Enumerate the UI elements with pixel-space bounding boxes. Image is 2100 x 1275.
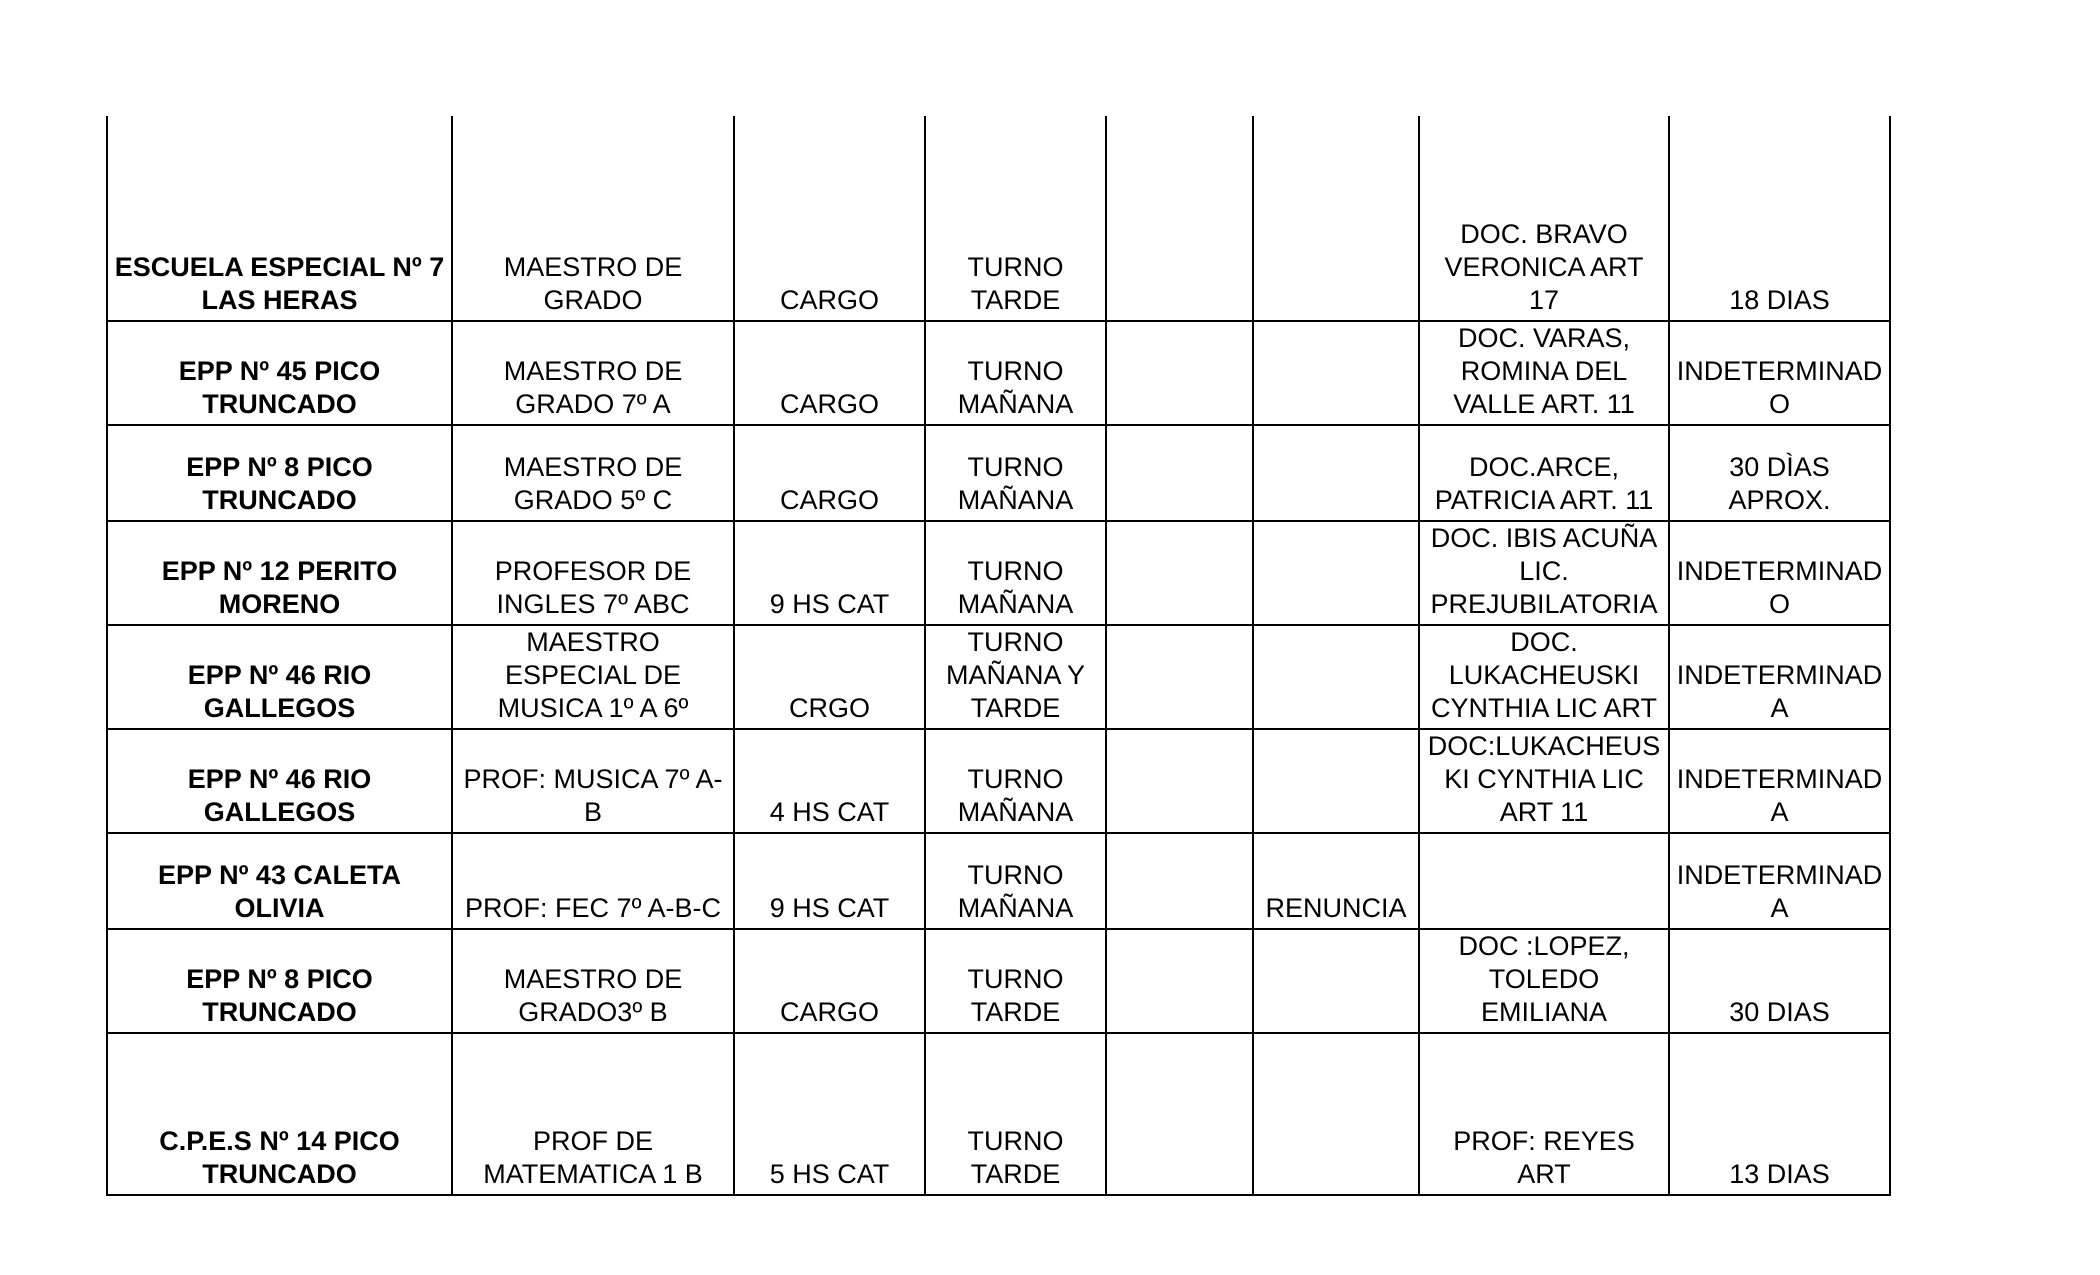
cell-type: 5 HS CAT bbox=[734, 1033, 925, 1195]
cell-position: PROF DE MATEMATICA 1 B bbox=[452, 1033, 734, 1195]
cell-type: CARGO bbox=[734, 425, 925, 521]
cell-shift: TURNO MAÑANA bbox=[925, 321, 1106, 425]
cell-shift: TURNO MAÑANA Y TARDE bbox=[925, 625, 1106, 729]
cell-position: PROFESOR DE INGLES 7º ABC bbox=[452, 521, 734, 625]
cell-type: 4 HS CAT bbox=[734, 729, 925, 833]
cell-col5 bbox=[1106, 729, 1253, 833]
cell-shift: TURNO TARDE bbox=[925, 929, 1106, 1033]
cell-duration: INDETERMINAD O bbox=[1669, 521, 1890, 625]
cell-shift: TURNO MAÑANA bbox=[925, 729, 1106, 833]
cell-col6 bbox=[1253, 625, 1419, 729]
cell-duration: INDETERMINAD A bbox=[1669, 625, 1890, 729]
cell-duration: 30 DÌAS APROX. bbox=[1669, 425, 1890, 521]
cell-replaces: DOC.ARCE, PATRICIA ART. 11 bbox=[1419, 425, 1669, 521]
cell-type: CARGO bbox=[734, 321, 925, 425]
table-row bbox=[107, 521, 1890, 625]
cell-type: CRGO bbox=[734, 625, 925, 729]
cell-school: EPP Nº 43 CALETA OLIVIA bbox=[107, 833, 452, 929]
table-body bbox=[107, 116, 1890, 1195]
cell-shift: TURNO MAÑANA bbox=[925, 425, 1106, 521]
vacancy-table bbox=[106, 116, 1891, 1196]
cell-type: CARGO bbox=[734, 116, 925, 321]
cell-col5 bbox=[1106, 833, 1253, 929]
cell-position: PROF: FEC 7º A-B-C bbox=[452, 833, 734, 929]
cell-col6 bbox=[1253, 321, 1419, 425]
cell-col6 bbox=[1253, 521, 1419, 625]
cell-col5 bbox=[1106, 321, 1253, 425]
cell-replaces: DOC. VARAS, ROMINA DEL VALLE ART. 11 bbox=[1419, 321, 1669, 425]
cell-replaces: DOC. BRAVO VERONICA ART 17 bbox=[1419, 116, 1669, 321]
cell-position: MAESTRO DE GRADO 5º C bbox=[452, 425, 734, 521]
cell-school: EPP Nº 12 PERITO MORENO bbox=[107, 521, 452, 625]
cell-school: EPP Nº 45 PICO TRUNCADO bbox=[107, 321, 452, 425]
cell-position: MAESTRO DE GRADO 7º A bbox=[452, 321, 734, 425]
cell-school: EPP Nº 46 RIO GALLEGOS bbox=[107, 625, 452, 729]
cell-replaces: PROF: REYES ART bbox=[1419, 1033, 1669, 1195]
cell-position: PROF: MUSICA 7º A- B bbox=[452, 729, 734, 833]
cell-col6 bbox=[1253, 1033, 1419, 1195]
cell-shift: TURNO TARDE bbox=[925, 1033, 1106, 1195]
cell-position: MAESTRO DE GRADO bbox=[452, 116, 734, 321]
cell-col5 bbox=[1106, 521, 1253, 625]
table-row bbox=[107, 625, 1890, 729]
cell-school: EPP Nº 8 PICO TRUNCADO bbox=[107, 425, 452, 521]
table-row bbox=[107, 729, 1890, 833]
cell-shift: TURNO MAÑANA bbox=[925, 833, 1106, 929]
table-row bbox=[107, 116, 1890, 321]
cell-col5 bbox=[1106, 625, 1253, 729]
cell-col5 bbox=[1106, 116, 1253, 321]
cell-duration: INDETERMINAD A bbox=[1669, 833, 1890, 929]
table-row bbox=[107, 929, 1890, 1033]
cell-type: 9 HS CAT bbox=[734, 521, 925, 625]
cell-duration: 30 DIAS bbox=[1669, 929, 1890, 1033]
cell-duration: INDETERMINAD O bbox=[1669, 321, 1890, 425]
cell-replaces bbox=[1419, 833, 1669, 929]
cell-col6 bbox=[1253, 425, 1419, 521]
cell-school: C.P.E.S Nº 14 PICO TRUNCADO bbox=[107, 1033, 452, 1195]
cell-school: ESCUELA ESPECIAL Nº 7 LAS HERAS bbox=[107, 116, 452, 321]
cell-col5 bbox=[1106, 425, 1253, 521]
cell-type: 9 HS CAT bbox=[734, 833, 925, 929]
table-row bbox=[107, 321, 1890, 425]
table-row bbox=[107, 1033, 1890, 1195]
cell-type: CARGO bbox=[734, 929, 925, 1033]
cell-replaces: DOC :LOPEZ, TOLEDO EMILIANA bbox=[1419, 929, 1669, 1033]
cell-replaces: DOC:LUKACHEUS KI CYNTHIA LIC ART 11 bbox=[1419, 729, 1669, 833]
cell-col6 bbox=[1253, 116, 1419, 321]
cell-replaces: DOC. LUKACHEUSKI CYNTHIA LIC ART bbox=[1419, 625, 1669, 729]
cell-duration: INDETERMINAD A bbox=[1669, 729, 1890, 833]
cell-school: EPP Nº 46 RIO GALLEGOS bbox=[107, 729, 452, 833]
cell-col6 bbox=[1253, 729, 1419, 833]
table-row bbox=[107, 425, 1890, 521]
cell-col5 bbox=[1106, 929, 1253, 1033]
cell-duration: 13 DIAS bbox=[1669, 1033, 1890, 1195]
cell-duration: 18 DIAS bbox=[1669, 116, 1890, 321]
cell-position: MAESTRO DE GRADO3º B bbox=[452, 929, 734, 1033]
cell-position: MAESTRO ESPECIAL DE MUSICA 1º A 6º bbox=[452, 625, 734, 729]
cell-col5 bbox=[1106, 1033, 1253, 1195]
cell-school: EPP Nº 8 PICO TRUNCADO bbox=[107, 929, 452, 1033]
cell-col6 bbox=[1253, 929, 1419, 1033]
cell-shift: TURNO MAÑANA bbox=[925, 521, 1106, 625]
cell-shift: TURNO TARDE bbox=[925, 116, 1106, 321]
cell-replaces: DOC. IBIS ACUÑA LIC. PREJUBILATORIA bbox=[1419, 521, 1669, 625]
cell-col6: RENUNCIA bbox=[1253, 833, 1419, 929]
table-row bbox=[107, 833, 1890, 929]
